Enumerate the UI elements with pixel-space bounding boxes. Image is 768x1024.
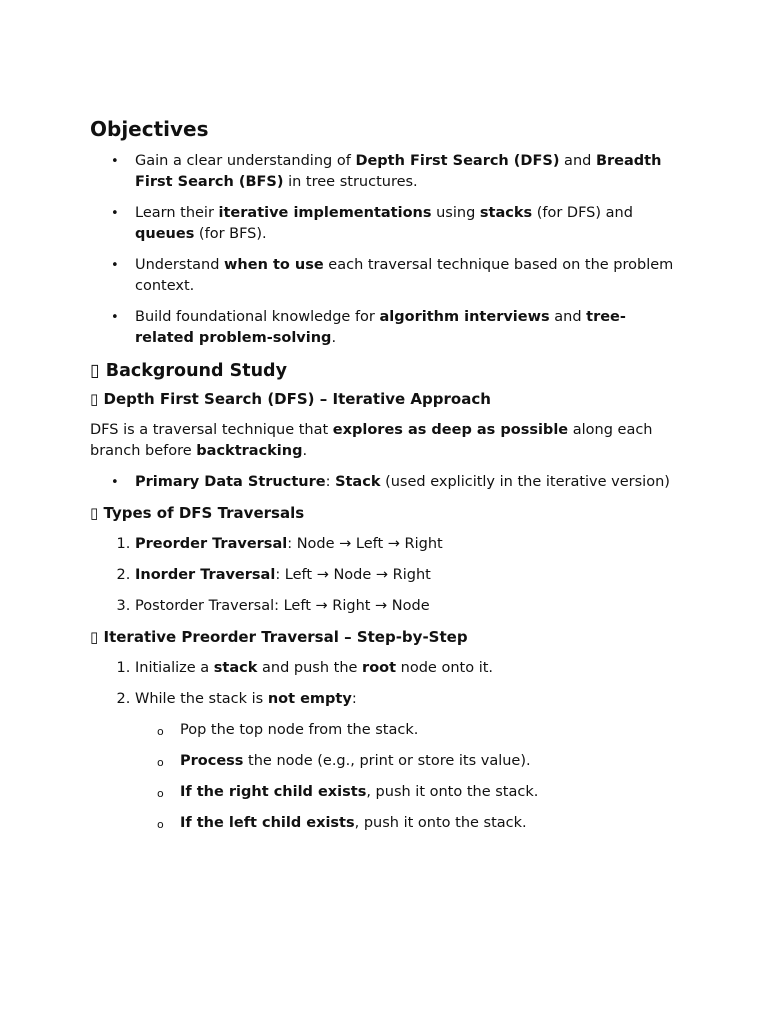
list-item — [135, 151, 678, 193]
bold-text: Process — [180, 753, 244, 769]
text: the node (e.g., print or store its value). — [243, 753, 531, 769]
bold-text: Preorder Traversal — [135, 536, 288, 552]
bold-text: when to use — [224, 257, 324, 273]
bold-text: Breadth First Search (BFS) — [135, 153, 662, 190]
text: (for BFS). — [194, 226, 267, 242]
text: : Left → Node → Right — [275, 567, 431, 583]
missing-glyph-icon: ▯ — [90, 628, 99, 646]
missing-glyph-icon: ▯ — [90, 361, 100, 381]
bold-text: backtracking — [196, 443, 303, 459]
list-item — [135, 203, 678, 245]
list-item — [135, 534, 678, 555]
heading-text: Background Study — [105, 361, 287, 381]
bold-text: stacks — [479, 205, 533, 221]
text: : — [351, 691, 357, 707]
bold-text: explores as deep as possible — [332, 422, 569, 438]
text: in tree structures. — [283, 174, 418, 190]
bold-text: iterative implementations — [218, 205, 432, 221]
text: (for DFS) and — [532, 205, 633, 221]
text: Postorder Traversal: Left → Right → Node — [135, 598, 430, 614]
text: . — [302, 443, 308, 459]
list-item — [135, 689, 678, 834]
types-list — [90, 534, 678, 617]
heading-text: Depth First Search (DFS) – Iterative Approach — [103, 390, 491, 408]
bold-text: root — [362, 660, 397, 676]
text: DFS is a traversal technique that — [90, 422, 333, 438]
list-item — [135, 596, 678, 617]
text: along each branch before — [90, 422, 653, 459]
list-item — [135, 255, 678, 297]
heading-text: Iterative Preorder Traversal – Step-by-Step — [103, 628, 468, 646]
text: Learn their — [135, 205, 219, 221]
text: . — [331, 330, 337, 346]
bold-text: Depth First Search (DFS) — [355, 153, 560, 169]
dfs-paragraph — [90, 420, 678, 462]
text: , push it onto the stack. — [366, 784, 539, 800]
bold-text: If the left child exists — [180, 815, 355, 831]
text: While the stack is — [135, 691, 268, 707]
list-item — [180, 720, 678, 741]
dfs-bullet-list — [90, 472, 678, 493]
bold-text: queues — [135, 226, 195, 242]
text: : Node → Left → Right — [287, 536, 443, 552]
text: node onto it. — [396, 660, 494, 676]
text: (used explicitly in the iterative version) — [380, 474, 670, 490]
text: and — [559, 153, 596, 169]
text: , push it onto the stack. — [354, 815, 527, 831]
background-heading — [90, 359, 678, 383]
list-item — [135, 658, 678, 679]
bold-text: Stack — [335, 474, 381, 490]
list-item — [180, 813, 678, 834]
text: Build foundational knowledge for — [135, 309, 380, 325]
preorder-steps — [90, 658, 678, 834]
bold-text: tree-related problem-solving — [135, 309, 626, 346]
dfs-heading — [90, 389, 678, 410]
heading-text: Types of DFS Traversals — [103, 504, 305, 522]
objectives-heading: Objectives — [90, 117, 209, 141]
bold-text: algorithm interviews — [379, 309, 550, 325]
text: : — [325, 474, 336, 490]
list-item — [180, 782, 678, 803]
text: and — [549, 309, 587, 325]
bold-text: If the right child exists — [180, 784, 367, 800]
text: Pop the top node from the stack. — [180, 722, 419, 738]
text: Initialize a — [135, 660, 214, 676]
text: Gain a clear understanding of — [135, 153, 356, 169]
preorder-heading — [90, 627, 678, 648]
text: using — [431, 205, 480, 221]
list-item — [180, 751, 678, 772]
missing-glyph-icon: ▯ — [90, 504, 99, 522]
types-heading — [90, 503, 678, 524]
bold-text: Inorder Traversal — [135, 567, 276, 583]
list-item — [135, 472, 678, 493]
bold-text: not empty — [267, 691, 352, 707]
missing-glyph-icon: ▯ — [90, 390, 99, 408]
bold-text: Primary Data Structure — [135, 474, 326, 490]
bold-text: stack — [213, 660, 258, 676]
text: Understand — [135, 257, 225, 273]
list-item — [135, 307, 678, 349]
text: each traversal technique based on the problem context. — [135, 257, 674, 294]
text: and push the — [257, 660, 363, 676]
objectives-list — [90, 151, 678, 349]
preorder-substeps — [135, 720, 678, 834]
list-item — [135, 565, 678, 586]
